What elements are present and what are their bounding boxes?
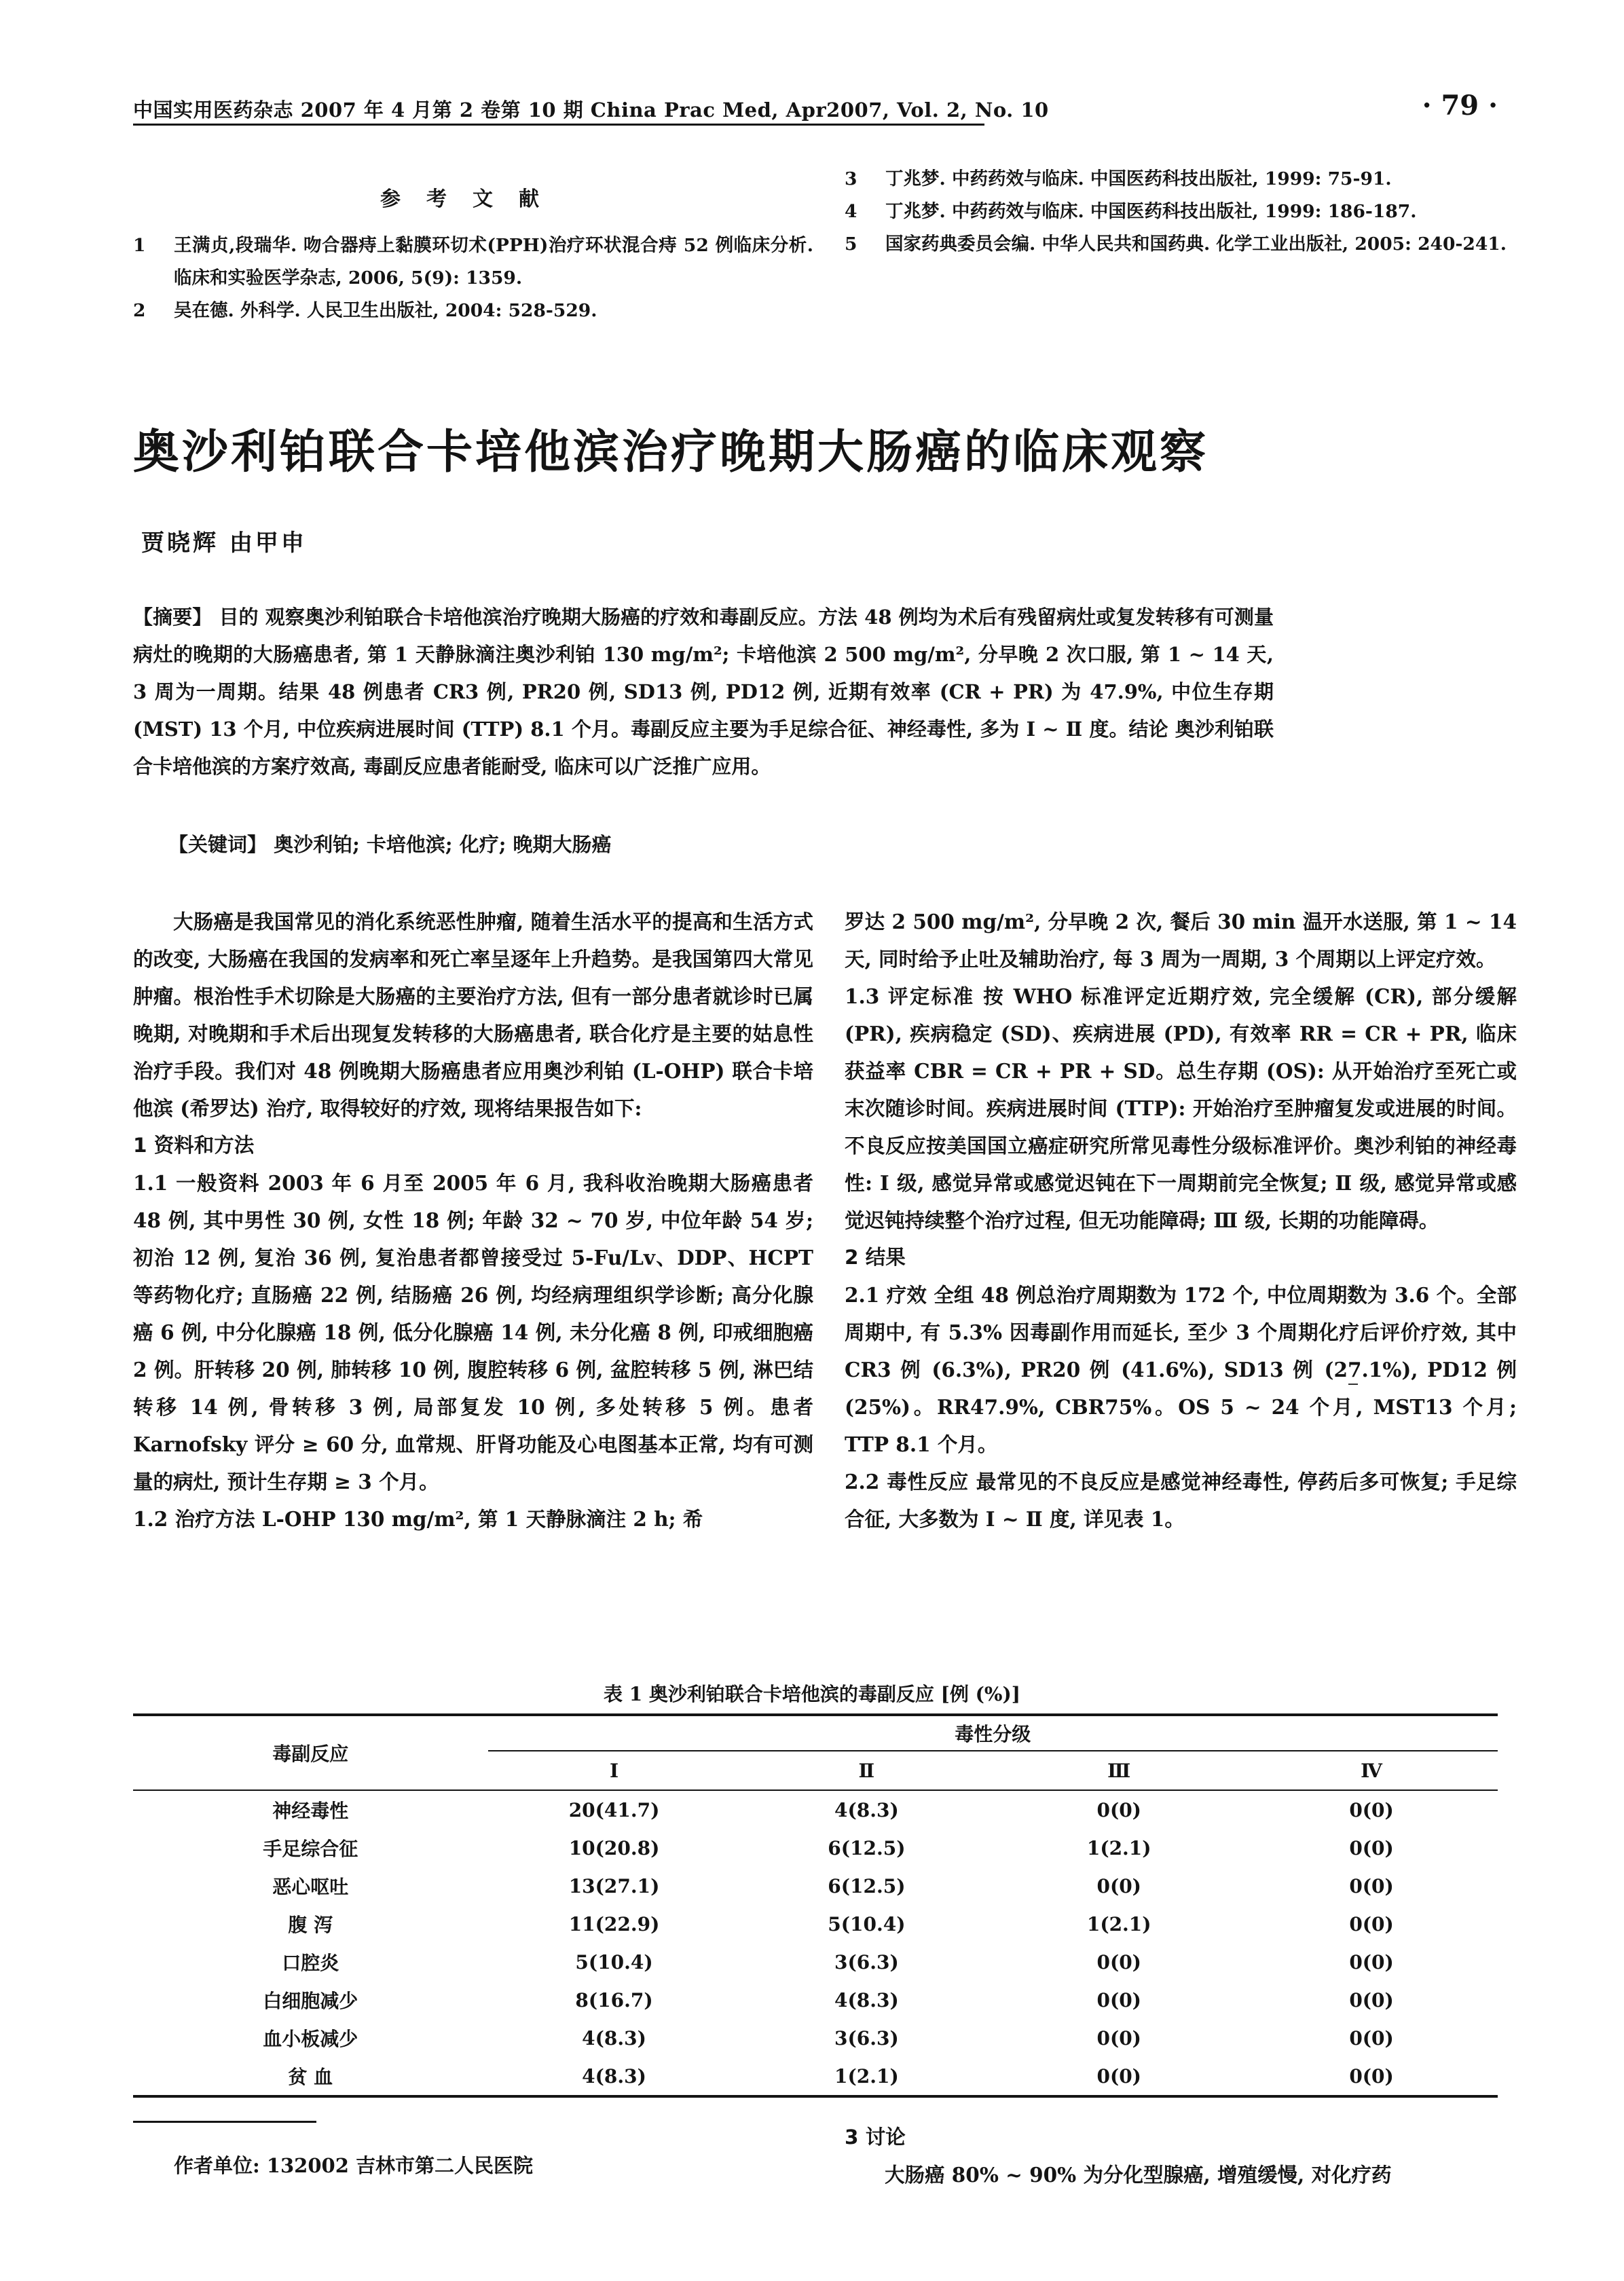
grade-header: Ⅰ (488, 1751, 741, 1790)
table-cell: 0(0) (1096, 1874, 1141, 1897)
table-cell: 0(0) (1349, 1912, 1394, 1935)
table-cell: 1(2.1) (1086, 1912, 1151, 1935)
page-number: · 79 · (1422, 90, 1498, 122)
section-1-2: 1.2 治疗方法 L-OHP 130 mg/m², 第 1 天静脉滴注 2 h; 希 (133, 1507, 703, 1531)
table-cell: 6(12.5) (828, 1874, 906, 1897)
abstract-label: 【摘要】 (133, 606, 213, 629)
table-cell: 0(0) (1096, 1950, 1141, 1973)
article-title: 奥沙利铂联合卡培他滨治疗晚期大肠癌的临床观察 (133, 426, 1209, 479)
row-label: 神经毒性 (272, 1800, 349, 1822)
table-row (133, 2057, 1498, 2096)
continued-paragraph: 罗达 2 500 mg/m², 分早晚 2 次, 餐后 30 min 温开水送服, 第 1 ~ 14 天, 同时给予止吐及辅助治疗, 每 3 周为一周期, 3 个周期以上评定疗效。 (845, 910, 1517, 971)
table-cell: 3(6.3) (834, 1950, 899, 1973)
table-cell: 0(0) (1096, 2026, 1141, 2050)
table-cell: 4(8.3) (582, 2064, 646, 2088)
table-cell: 0(0) (1096, 2064, 1141, 2088)
intro-paragraph: 大肠癌是我国常见的消化系统恶性肿瘤, 随着生活水平的提高和生活方式的改变, 大肠癌在我国的发病率和死亡率呈逐年上升趋势。是我国第四大常见肿瘤。根治性手术切除是大肠癌的主要治疗方法, 但有一部分患者就诊时已属晚期, 对晚期和手术后出现复发转移的大肠癌患者, 联合化疗是主要的姑息性治疗手段。我们对 48 例晚期大肠癌患者应用奥沙利铂 (L-OHP) 联合卡培他滨 (希罗达) 治疗, 取得较好的疗效, 现将结果报告如下: (133, 910, 813, 1120)
section-1-3: 1.3 评定标准 按 WHO 标准评定近期疗效, 完全缓解 (CR), 部分缓解 (PR), 疾病稳定 (SD)、疾病进展 (PD), 有效率 RR = CR + PR, 临床获益率 CBR = CR + PR + SD。总生存期 (OS): 从开始治疗至死亡或末次随诊时间。疾病进展时间 (TTP): 开始治疗至肿瘤复发或进展的时间。不良反应按美国国立癌症研究所常见毒性分级标准评价。奥沙利铂的神经毒性: Ⅰ 级, 感觉异常或感觉迟钝在下一周期前完全恢复; Ⅱ 级, 感觉异常或感觉迟钝持续整个治疗过程, 但无功能障碍; Ⅲ 级, 长期的功能障碍。 (845, 984, 1517, 1232)
body-left-column (133, 903, 813, 1538)
references-title: 参考文献 (380, 187, 565, 211)
abstract-text: 目的 观察奥沙利铂联合卡培他滨治疗晚期大肠癌的疗效和毒副反应。方法 48 例均为术后有残留病灶或复发转移有可测量病灶的晚期的大肠癌患者, 第 1 天静脉滴注奥沙利铂 130 mg/m²; 卡培他滨 2 500 mg/m², 分早晚 2 次口服, 第 1 ~ 14 天, 3 周为一周期。结果 48 例患者 CR3 例, PR20 例, SD13 例, PD12 例, 近期有效率 (CR + PR) 为 47.9%, 中位生存期 (MST) 13 个月, 中位疾病进展时间 (TTP) 8.1 个月。毒副反应主要为手足综合征、神经毒性, 多为 Ⅰ ~ Ⅱ 度。结论 奥沙利铂联合卡培他滨的方案疗效高, 毒副反应患者能耐受, 临床可以广泛推广应用。 (133, 606, 1274, 778)
reference-number: 2 (133, 300, 146, 321)
reference-number: 3 (845, 168, 857, 189)
reference-item (845, 196, 1517, 228)
table-cell: 8(16.7) (575, 1988, 653, 2011)
section-1-1: 1.1 一般资料 2003 年 6 月至 2005 年 6 月, 我科收治晚期大肠癌患者 48 例, 其中男性 30 例, 女性 18 例; 年龄 32 ~ 70 岁, 中位年龄 54 岁; 初治 12 例, 复治 36 例, 复治患者都曾接受过 5-Fu/Lv、DDP、HCPT 等药物化疗; 直肠癌 22 例, 结肠癌 26 例, 均经病理组织学诊断; 高分化腺癌 6 例, 中分化腺癌 18 例, 低分化腺癌 14 例, 未分化癌 8 例, 印戒细胞癌 2 例。肝转移 20 例, 肺转移 10 例, 腹腔转移 6 例, 盆腔转移 5 例, 淋巴结转移 14 例, 骨转移 3 例, 局部复发 10 例, 多处转移 5 例。患者 Karnofsky 评分 ≥ 60 分, 血常规、肝肾功能及心电图基本正常, 均有可测量的病灶, 预计生存期 ≥ 3 个月。 (133, 1171, 813, 1494)
table-row (133, 1905, 1498, 1943)
authors: 贾晓辉 由甲申 (141, 530, 307, 557)
reference-number: 1 (133, 235, 146, 256)
author-affiliation: 作者单位: 132002 吉林市第二人民医院 (174, 2154, 533, 2177)
keywords (168, 830, 612, 857)
table-cell: 5(10.4) (828, 1912, 906, 1935)
reference-item (845, 228, 1517, 261)
row-label: 腹 泻 (288, 1914, 333, 1936)
table-cell: 6(12.5) (828, 1836, 906, 1859)
toxicity-table (133, 1713, 1498, 2098)
references-right (845, 163, 1517, 261)
table-cell: 0(0) (1349, 1950, 1394, 1973)
table-row (133, 1790, 1498, 1829)
section-heading: 3 讨论 (845, 2126, 906, 2149)
reference-item (133, 229, 813, 295)
table-cell: 0(0) (1349, 1874, 1394, 1897)
header-rule (133, 124, 984, 126)
table-cell: 0(0) (1349, 2026, 1394, 2050)
abstract (133, 599, 1274, 785)
reference-item (133, 295, 813, 327)
stray-mark (1348, 1384, 1358, 1385)
table-cell: 4(8.3) (834, 1798, 899, 1821)
reference-number: 4 (845, 201, 857, 222)
row-label: 手足综合征 (263, 1838, 358, 1860)
reference-text: 国家药典委员会编. 中华人民共和国药典. 化学工业出版社, 2005: 240-241. (885, 234, 1507, 255)
table-row (133, 1829, 1498, 1867)
reference-text: 丁兆梦. 中药药效与临床. 中国医药科技出版社, 1999: 75-91. (885, 168, 1392, 189)
table-cell: 10(20.8) (568, 1836, 660, 1859)
journal-citation: 中国实用医药杂志 2007 年 4 月第 2 卷第 10 期 China Prac Med, Apr2007, Vol. 2, No. 10 (133, 98, 1049, 122)
running-header (133, 90, 1498, 130)
grade-header: Ⅳ (1245, 1751, 1498, 1790)
table-cell: 0(0) (1349, 1798, 1394, 1821)
table-cell: 0(0) (1096, 1798, 1141, 1821)
table-cell: 13(27.1) (568, 1874, 660, 1897)
discussion-section (845, 2118, 1517, 2194)
table-row (133, 2019, 1498, 2057)
row-label: 恶心呕吐 (272, 1876, 349, 1898)
table-cell: 0(0) (1349, 1836, 1394, 1859)
references-left (133, 229, 813, 327)
table-row (133, 1943, 1498, 1981)
row-header: 毒副反应 (133, 1715, 488, 1790)
keywords-text: 奥沙利铂; 卡培他滨; 化疗; 晚期大肠癌 (274, 833, 612, 856)
section-2-2: 2.2 毒性反应 最常见的不良反应是感觉神经毒性, 停药后多可恢复; 手足综合征, 大多数为 Ⅰ ~ Ⅱ 度, 详见表 1。 (845, 1470, 1517, 1531)
table-cell: 1(2.1) (1086, 1836, 1151, 1859)
row-label: 贫 血 (288, 2066, 333, 2088)
footnote-rule (133, 2121, 316, 2123)
section-heading: 2 结果 (845, 1246, 906, 1269)
body-right-column (845, 903, 1517, 1538)
table-caption: 表 1 奥沙利铂联合卡培他滨的毒副反应 [例 (%)] (603, 1683, 1021, 1705)
reference-text: 吴在德. 外科学. 人民卫生出版社, 2004: 528-529. (174, 300, 597, 321)
table-cell: 11(22.9) (568, 1912, 660, 1935)
table-cell: 1(2.1) (834, 2064, 899, 2088)
table-cell: 3(6.3) (834, 2026, 899, 2050)
table-row (133, 1867, 1498, 1905)
reference-text: 王满贞,段瑞华. 吻合器痔上黏膜环切术(PPH)治疗环状混合痔 52 例临床分析. 临床和实验医学杂志, 2006, 5(9): 1359. (174, 235, 813, 289)
table-cell: 0(0) (1349, 2064, 1394, 2088)
table-cell: 20(41.7) (568, 1798, 660, 1821)
row-label: 血小板减少 (263, 2028, 358, 2050)
reference-item (845, 163, 1517, 196)
discussion-text: 大肠癌 80% ~ 90% 为分化型腺癌, 增殖缓慢, 对化疗药 (885, 2163, 1392, 2187)
row-label: 白细胞减少 (263, 1990, 358, 2012)
section-2-1: 2.1 疗效 全组 48 例总治疗周期数为 172 个, 中位周期数为 3.6 个。全部周期中, 有 5.3% 因毒副作用而延长, 至少 3 个周期化疗后评价疗效, 其中 CR3 例 (6.3%), PR20 例 (41.6%), SD13 例 (27.1%), PD12 例 (25%)。RR47.9%, CBR75%。OS 5 ~ 24 个月, MST13 个月; TTP 8.1 个月。 (845, 1283, 1517, 1456)
grade-header: Ⅲ (993, 1751, 1245, 1790)
section-heading: 1 资料和方法 (133, 1134, 255, 1157)
keywords-label: 【关键词】 (168, 833, 267, 856)
table-cell: 0(0) (1349, 1988, 1394, 2011)
table-cell: 5(10.4) (575, 1950, 653, 1973)
reference-number: 5 (845, 234, 857, 255)
table-row (133, 1981, 1498, 2019)
group-header: 毒性分级 (488, 1715, 1498, 1751)
grade-header: Ⅱ (740, 1751, 993, 1790)
table-cell: 0(0) (1096, 1988, 1141, 2011)
row-label: 口腔炎 (282, 1952, 339, 1974)
table-cell: 4(8.3) (834, 1988, 899, 2011)
reference-text: 丁兆梦. 中药药效与临床. 中国医药科技出版社, 1999: 186-187. (885, 201, 1417, 222)
table-cell: 4(8.3) (582, 2026, 646, 2050)
